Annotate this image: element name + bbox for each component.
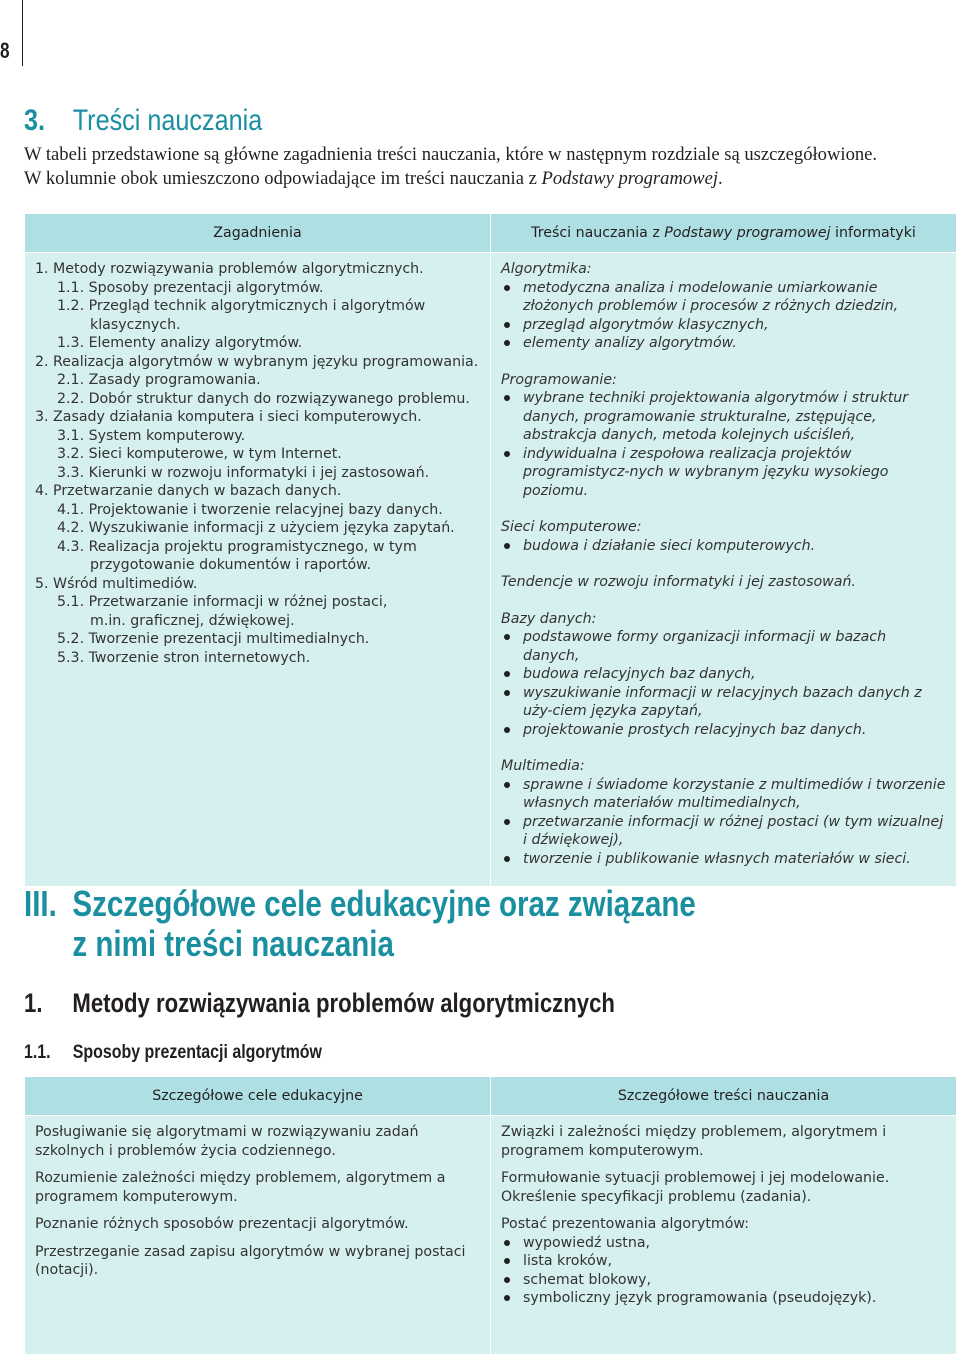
topic-group [35,353,480,409]
topic-line: 1.3. Elementy analizy algorytmów. [57,335,303,351]
topic-group [35,575,480,668]
section-number: 3. [24,104,46,137]
content-item: lista kroków, [501,1252,946,1271]
page-margin-rule [22,0,23,66]
curriculum-item: wyszukiwanie informacji w relacyjnych bazach danych z uży-ciem języka zapytań, [501,684,946,721]
goals-header-right: Szczegółowe treści nauczania [491,1077,957,1116]
topic-line: 5.2. Tworzenie prezentacji multimedialnych. [57,631,370,647]
goals-table [24,1076,957,1355]
section-heading [24,104,262,138]
curriculum-list [501,628,946,739]
goal-paragraph: Rozumienie zależności między problemem, algorytmem a programem komputerowym. [35,1170,446,1205]
curriculum-item: budowa relacyjnych baz danych, [501,665,946,684]
topic-line: 4. Przetwarzanie danych w bazach danych. [35,483,342,499]
curriculum-group [501,518,946,592]
goal-paragraph: Przestrzeganie zasad zapisu algorytmów w wybranej postaci (notacji). [35,1243,466,1278]
intro-paragraph [24,143,960,190]
curriculum-item: indywidualna i zespołowa realizacja projektów programistycz-nych w wybranym języku wysokiego poziomu. [501,445,946,501]
topic-line: 2.1. Zasady programowania. [57,372,261,388]
topic-line: m.in. graficznej, dźwiękowej. [90,612,295,629]
topics-right-content [491,253,956,868]
topic-line: 5.1. Przetwarzanie informacji w różnej postaci, [57,594,388,610]
content-paragraph: Postać prezentowania algorytmów: [501,1216,750,1232]
intro-emphasis: Podstawy programowej [541,167,718,189]
curriculum-label: Multimedia: [501,758,585,774]
intro-text-end: . [717,167,723,189]
content-item: schemat blokowy, [501,1271,946,1290]
topic-line: 4.2. Wyszukiwanie informacji z użyciem języka zapytań. [57,520,455,536]
content-item: wypowiedź ustna, [501,1234,946,1253]
curriculum-group [501,610,946,740]
subsubsection-title: Sposoby prezentacji algorytmów [72,1042,322,1063]
topic-line: 1.2. Przegląd technik algorytmicznych i algorytmów [57,298,426,314]
curriculum-item: metodyczna analiza i modelowanie umiarkowanie złożonych problemów i procesów z różnych dziedzin, [501,279,946,316]
topic-line: 3.2. Sieci komputerowe, w tym Internet. [57,446,342,462]
topics-left-cell [25,253,491,887]
topic-line: 1.1. Sposoby prezentacji algorytmów. [57,279,324,296]
curriculum-item: przegląd algorytmów klasycznych, [501,316,946,335]
chapter-heading-line-1 [24,884,696,924]
goals-right-content [491,1116,956,1308]
curriculum-group [501,260,946,353]
topic-line: klasycznych. [90,316,181,333]
chapter-title-line-2: z nimi treści nauczania [72,923,394,964]
topic-line: 3. Zasady działania komputera i sieci komputerowych. [35,409,422,425]
topic-line: 2. Realizacja algorytmów w wybranym języku programowania. [35,353,479,370]
intro-line-2 [24,167,960,191]
topic-line: przygotowanie dokumentów i raportów. [90,557,371,573]
curriculum-list [501,279,946,353]
curriculum-label: Programowanie: [501,371,617,388]
intro-text: W kolumnie obok umieszczono odpowiadające im treści nauczania z [24,167,542,189]
header-text-end: informatyki [830,224,916,241]
content-paragraph: Związki i zależności między problemem, algorytmem i programem komputerowym. [501,1124,887,1159]
curriculum-list [501,389,946,500]
curriculum-item: projektowanie prostych relacyjnych baz danych. [501,721,946,740]
topic-line: 1. Metody rozwiązywania problemów algorytmicznych. [35,261,424,277]
curriculum-item: tworzenie i publikowanie własnych materiałów w sieci. [501,850,946,869]
topic-line: 2.2. Dobór struktur danych do rozwiązywanego problemu. [57,390,470,407]
topics-table [24,213,957,887]
topic-line: 5.3. Tworzenie stron internetowych. [57,649,311,666]
goals-right-cell [491,1116,957,1355]
curriculum-item: budowa i działanie sieci komputerowych. [501,537,946,556]
curriculum-item: wybrane techniki projektowania algorytmów i struktur danych, programowanie strukturalne, zstępujące, abstrakcja danych, metoda kolejnych uściśleń, [501,389,946,445]
curriculum-group [501,371,946,501]
goal-paragraph: Posługiwanie się algorytmami w rozwiązywaniu zadań szkolnych i problemów życia codziennego. [35,1124,419,1159]
curriculum-list [501,537,946,556]
topic-group [35,260,480,353]
goals-header-left: Szczegółowe cele edukacyjne [25,1077,491,1116]
topics-left-content [25,253,490,667]
curriculum-label: Algorytmika: [501,261,592,277]
page-number: 8 [0,38,10,63]
topic-line: 5. Wśród multimediów. [35,575,198,592]
topic-group [35,408,480,482]
chapter-number: III. [24,883,57,924]
content-item: symboliczny język programowania (pseudojęzyk). [501,1289,946,1308]
subsubsection-number: 1.1. [24,1042,51,1063]
topic-group [35,482,480,575]
curriculum-label: Bazy danych: [501,610,597,627]
curriculum-list [501,776,946,869]
header-text: Treści nauczania z [531,224,665,241]
curriculum-item: podstawowe formy organizacji informacji w bazach danych, [501,628,946,665]
topics-right-cell [491,253,957,887]
curriculum-item: przetwarzanie informacji w różnej postaci (w tym wizualnej i dźwiękowej), [501,813,946,850]
section-title: Treści nauczania [72,104,263,137]
subsection-heading [24,988,615,1019]
topics-header-left: Zagadnienia [25,214,491,253]
topic-line: 4.1. Projektowanie i tworzenie relacyjnej bazy danych. [57,501,443,518]
curriculum-item: elementy analizy algorytmów. [501,334,946,353]
goals-left-content [25,1116,490,1280]
topic-line: 4.3. Realizacja projektu programistycznego, w tym [57,538,417,555]
topic-line: 3.1. System komputerowy. [57,427,246,444]
chapter-heading [24,884,696,964]
intro-line-1: W tabeli przedstawione są główne zagadnienia treści nauczania, które w następnym rozdziale są uszczegółowione. [24,144,878,165]
content-paragraph: Formułowanie sytuacji problemowej i jej modelowanie. Określenie specyfikacji problemu (zadania). [501,1170,890,1205]
topic-line: 3.3. Kierunki w rozwoju informatyki i jej zastosowań. [57,464,430,481]
curriculum-label: Sieci komputerowe: [501,519,642,535]
topics-header-right [491,214,957,253]
subsection-number: 1. [24,988,43,1018]
curriculum-item: sprawne i świadome korzystanie z multimediów i tworzenie własnych materiałów multimedialnych, [501,776,946,813]
chapter-title-line-1: Szczegółowe cele edukacyjne oraz związane [72,883,696,924]
content-list [501,1234,946,1308]
curriculum-group [501,757,946,868]
subsubsection-heading [24,1042,322,1064]
curriculum-extra: Tendencje w rozwoju informatyki i jej zastosowań. [501,574,856,590]
subsection-title: Metody rozwiązywania problemów algorytmicznych [72,988,615,1018]
goal-paragraph: Poznanie różnych sposobów prezentacji algorytmów. [35,1216,409,1232]
goals-left-cell [25,1116,491,1355]
header-emphasis: Podstawy programowej [664,224,831,241]
